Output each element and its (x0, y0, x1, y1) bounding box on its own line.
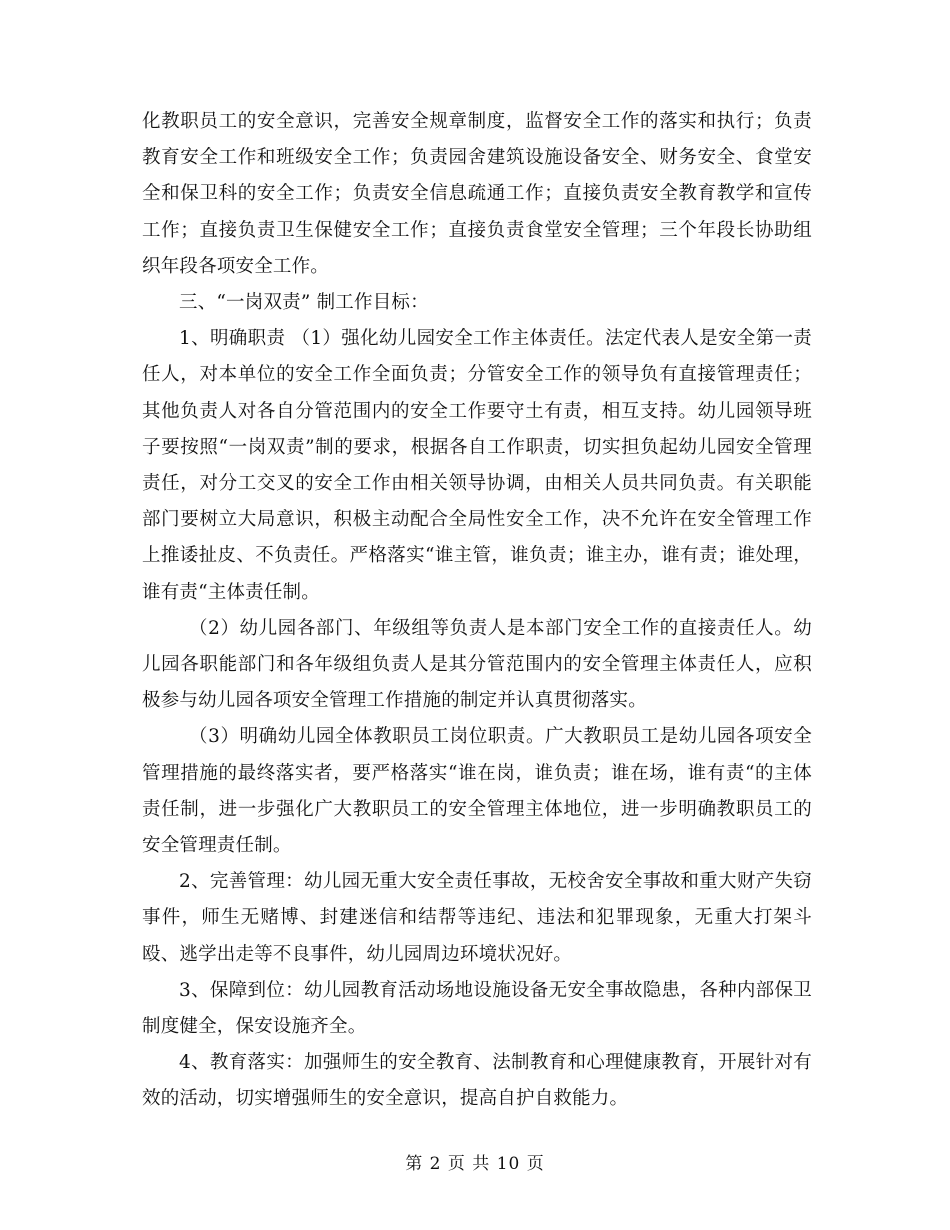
paragraph-department-heads: （2）幼儿园各部门、年级组等负责人是本部门安全工作的直接责任人。幼儿园各职能部门和各年级组负责人是其分管范围内的安全管理主体责任人，应积极参与幼儿园各项安全管理工作措施的制定并认真贯彻落实。 (142, 617, 812, 712)
paragraph-education: 4、教育落实：加强师生的安全教育、法制教育和心理健康教育，开展针对有效的活动，切实增强师生的安全意识，提高自护自救能力。 (142, 1052, 812, 1110)
document-body (142, 104, 812, 1118)
paragraph-clarify-duties: 1、明确职责 （1）强化幼儿园安全工作主体责任。法定代表人是安全第一责任人，对本单位的安全工作全面负责；分管安全工作的领导负有直接管理责任；其他负责人对各自分管范围内的安全工作要守土有责，相互支持。幼儿园领导班子要按照“一岗双责”制的要求，根据各自工作职责，切实担负起幼儿园安全管理责任，对分工交叉的安全工作由相关领导协调，由相关人员共同负责。有关职能部门要树立大局意识，积极主动配合全局性安全工作，决不允许在安全管理工作上推诿扯皮、不负责任。严格落实“谁主管，谁负责；谁主办，谁有责；谁处理，谁有责“主体责任制。 (142, 328, 812, 603)
paragraph-improve-management: 2、完善管理：幼儿园无重大安全责任事故，无校舍安全事故和重大财产失窃事件，师生无赌博、封建迷信和结帮等违纪、违法和犯罪现象，无重大打架斗殴、逃学出走等不良事件，幼儿园周边环境状况好。 (142, 871, 812, 965)
paragraph-continued-duties: 化教职员工的安全意识，完善安全规章制度，监督安全工作的落实和执行；负责教育安全工作和班级安全工作；负责园舍建筑设施设备安全、财务安全、食堂安全和保卫科的安全工作；负责安全信息疏通工作；直接负责安全教育教学和宣传工作；直接负责卫生保健安全工作；直接负责食堂安全管理；三个年段长协助组织年段各项安全工作。 (142, 111, 812, 277)
paragraph-staff-duties: （3）明确幼儿园全体教职员工岗位职责。广大教职员工是幼儿园各项安全管理措施的最终落实者，要严格落实“谁在岗，谁负责；谁在场，谁有责“的主体责任制，进一步强化广大教职员工的安全管理主体地位，进一步明确教职员工的安全管理责任制。 (142, 726, 812, 857)
paragraph-guarantee: 3、保障到位：幼儿园教育活动场地设施设备无安全事故隐患，各种内部保卫制度健全，保安设施齐全。 (142, 979, 812, 1038)
page-footer: 第 2 页 共 10 页 (405, 1154, 545, 1174)
section-heading-goals: 三、“一岗双责” 制工作目标： (179, 292, 429, 314)
